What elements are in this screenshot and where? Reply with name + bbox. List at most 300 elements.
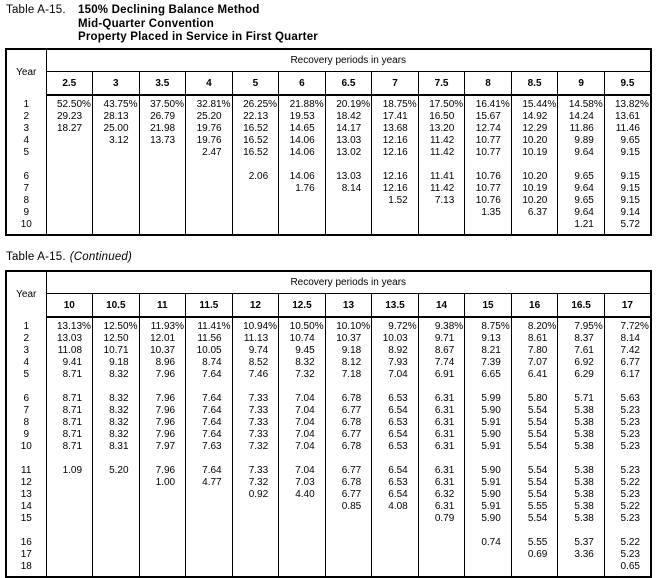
- rate-cell: [325, 219, 372, 235]
- rate-cell: 12.74: [465, 123, 512, 135]
- rate-cell: 6.31: [418, 465, 465, 477]
- rate-cell: [232, 183, 279, 195]
- rate-cell: 6.78: [325, 393, 372, 405]
- rate-cell: [418, 561, 465, 577]
- recovery-period-column-header: 4: [186, 72, 233, 96]
- rate-cell: 5.63: [604, 393, 651, 405]
- rate-cell: 6.65: [465, 369, 512, 381]
- rate-cell: 10.94%: [232, 317, 279, 333]
- rate-cell: 6.53: [372, 441, 419, 453]
- rate-cell: [46, 477, 93, 489]
- rate-cell: 5.90: [465, 513, 512, 525]
- rate-cell: [418, 537, 465, 549]
- rate-cell: 8.71: [46, 405, 93, 417]
- rate-cell: 7.64: [186, 429, 233, 441]
- rate-cell: 8.71: [46, 417, 93, 429]
- recovery-period-column-header: 13.5: [372, 294, 419, 318]
- rate-cell: 9.15: [604, 171, 651, 183]
- rate-cell: [46, 219, 93, 235]
- rate-cell: 10.20: [511, 171, 558, 183]
- rate-cell: 8.71: [46, 441, 93, 453]
- rate-cell: 5.23: [604, 513, 651, 525]
- rate-cell: 7.33: [232, 393, 279, 405]
- rate-cell: 21.88%: [279, 95, 326, 111]
- rate-cell: 7.64: [186, 405, 233, 417]
- rate-cell: [465, 561, 512, 577]
- spacer-row: [6, 453, 651, 465]
- rate-cell: [418, 549, 465, 561]
- rate-cell: 5.91: [465, 477, 512, 489]
- rate-cell: 7.96: [139, 369, 186, 381]
- rate-cell: 7.96: [139, 465, 186, 477]
- rate-cell: [186, 489, 233, 501]
- table-row: [6, 561, 651, 577]
- rate-cell: [372, 549, 419, 561]
- rate-cell: 11.41: [418, 171, 465, 183]
- rate-cell: [372, 537, 419, 549]
- year-cell: 8: [23, 417, 30, 428]
- rate-cell: [279, 537, 326, 549]
- rate-cell: [186, 219, 233, 235]
- rate-cell: 4.08: [372, 501, 419, 513]
- rate-cell: 8.32: [279, 357, 326, 369]
- rate-cell: 7.32: [232, 477, 279, 489]
- rate-cell: 9.72%: [372, 317, 419, 333]
- spacer-cell: [372, 453, 419, 465]
- rate-cell: [93, 501, 140, 513]
- rate-cell: [325, 207, 372, 219]
- rate-cell: 16.52: [232, 135, 279, 147]
- title-line-convention: Mid-Quarter Convention: [78, 17, 215, 30]
- recovery-period-column-header: 3.5: [139, 72, 186, 96]
- rate-cell: 10.76: [465, 195, 512, 207]
- rate-cell: 7.18: [325, 369, 372, 381]
- rate-cell: 5.91: [465, 501, 512, 513]
- recovery-period-column-header: 6: [279, 72, 326, 96]
- table-row: [6, 317, 651, 333]
- year-cell: 7: [23, 405, 30, 416]
- spacer-cell: [279, 453, 326, 465]
- recovery-period-column-header: 13: [325, 294, 372, 318]
- rate-cell: [511, 219, 558, 235]
- rate-cell: 7.13: [418, 195, 465, 207]
- rate-cell: 5.23: [604, 429, 651, 441]
- rate-cell: [139, 207, 186, 219]
- rate-cell: 7.33: [232, 429, 279, 441]
- rate-cell: 6.77: [604, 357, 651, 369]
- rate-cell: 6.77: [325, 405, 372, 417]
- rate-cell: 7.04: [279, 441, 326, 453]
- rate-cell: 5.23: [604, 417, 651, 429]
- rate-cell: 21.98: [139, 123, 186, 135]
- rate-cell: 11.46: [604, 123, 651, 135]
- rate-cell: 9.15: [604, 195, 651, 207]
- title-line-method: 150% Declining Balance Method: [78, 4, 260, 16]
- recovery-period-column-header: 9.5: [604, 72, 651, 96]
- depreciation-table-part2: [5, 270, 652, 578]
- rate-cell: [139, 501, 186, 513]
- recovery-period-column-header: 2.5: [46, 72, 93, 96]
- rate-cell: 7.64: [186, 393, 233, 405]
- rate-cell: [46, 489, 93, 501]
- table-row: [6, 549, 651, 561]
- rate-cell: 5.71: [558, 393, 605, 405]
- table-row: [6, 465, 651, 477]
- table-row: [6, 393, 651, 405]
- year-cell: 3: [23, 123, 30, 134]
- rate-cell: 13.03: [325, 135, 372, 147]
- rate-cell: 9.18: [325, 345, 372, 357]
- rate-cell: 8.20%: [511, 317, 558, 333]
- spacer-cell: [46, 381, 93, 393]
- spacer-cell: [465, 525, 512, 537]
- rate-cell: 11.56: [186, 333, 233, 345]
- spacer-cell: [6, 159, 46, 171]
- spacer-cell: [558, 381, 605, 393]
- rate-cell: 9.41: [46, 357, 93, 369]
- rate-cell: 26.79: [139, 111, 186, 123]
- spacer-cell: [186, 453, 233, 465]
- rate-cell: 7.72%: [604, 317, 651, 333]
- rate-cell: 19.53: [279, 111, 326, 123]
- spacer-cell: [186, 381, 233, 393]
- rate-cell: 11.86: [558, 123, 605, 135]
- rate-cell: [46, 561, 93, 577]
- rate-cell: [465, 219, 512, 235]
- recovery-period-column-header: 12.5: [279, 294, 326, 318]
- spacer-cell: [418, 453, 465, 465]
- rate-cell: 6.92: [558, 357, 605, 369]
- year-cell: 10: [20, 219, 32, 230]
- rate-cell: 5.54: [511, 405, 558, 417]
- rate-cell: 4.77: [186, 477, 233, 489]
- spacer-cell: [46, 525, 93, 537]
- rate-cell: [372, 219, 419, 235]
- rate-cell: 8.12: [325, 357, 372, 369]
- rate-cell: 8.61: [511, 333, 558, 345]
- rate-cell: 8.52: [232, 357, 279, 369]
- rate-cell: 5.90: [465, 405, 512, 417]
- rate-cell: 7.96: [139, 405, 186, 417]
- rate-cell: 10.77: [465, 183, 512, 195]
- spacer-cell: [93, 159, 140, 171]
- spacer-cell: [511, 525, 558, 537]
- rate-cell: 5.23: [604, 405, 651, 417]
- spacer-cell: [139, 159, 186, 171]
- spacer-cell: [418, 525, 465, 537]
- rate-cell: 7.61: [558, 345, 605, 357]
- table-row: [6, 207, 651, 219]
- rate-cell: 13.20: [418, 123, 465, 135]
- rate-cell: 8.96: [139, 357, 186, 369]
- spacer-cell: [325, 453, 372, 465]
- year-cell: 18: [20, 561, 32, 572]
- rate-cell: [46, 513, 93, 525]
- rate-cell: 9.64: [558, 147, 605, 159]
- rate-cell: 1.09: [46, 465, 93, 477]
- recovery-period-column-header: 7: [372, 72, 419, 96]
- rate-cell: [279, 549, 326, 561]
- rate-cell: 12.50%: [93, 317, 140, 333]
- rate-cell: 5.54: [511, 465, 558, 477]
- rate-cell: 5.23: [604, 441, 651, 453]
- rate-cell: 7.93: [372, 357, 419, 369]
- rate-cell: 5.23: [604, 549, 651, 561]
- spacer-cell: [6, 525, 46, 537]
- rate-cell: 8.67: [418, 345, 465, 357]
- rate-cell: [186, 501, 233, 513]
- table-row: [6, 477, 651, 489]
- rate-cell: 16.52: [232, 147, 279, 159]
- rate-cell: 43.75%: [93, 95, 140, 111]
- recovery-period-column-header: 16.5: [558, 294, 605, 318]
- table-row: [6, 429, 651, 441]
- rate-cell: [232, 195, 279, 207]
- rate-cell: 5.38: [558, 501, 605, 513]
- table-row: [6, 357, 651, 369]
- table-title-lines: [78, 4, 318, 45]
- rate-cell: 7.04: [372, 369, 419, 381]
- year-cell: 15: [20, 513, 32, 524]
- rate-cell: 7.64: [186, 417, 233, 429]
- rate-cell: [93, 219, 140, 235]
- rate-cell: 5.54: [511, 429, 558, 441]
- rate-cell: 7.74: [418, 357, 465, 369]
- year-cell: 11: [21, 465, 32, 476]
- rate-cell: 5.55: [511, 501, 558, 513]
- rate-cell: 16.50: [418, 111, 465, 123]
- rate-cell: 7.04: [279, 405, 326, 417]
- continued-title: [6, 251, 132, 263]
- spacer-cell: [279, 525, 326, 537]
- rate-cell: 8.32: [93, 369, 140, 381]
- recovery-period-column-header: 10: [46, 294, 93, 318]
- rate-cell: [186, 513, 233, 525]
- rate-cell: 7.42: [604, 345, 651, 357]
- rate-cell: [325, 537, 372, 549]
- rate-cell: 5.72: [604, 219, 651, 235]
- rate-cell: 6.77: [325, 429, 372, 441]
- spacer-cell: [325, 159, 372, 171]
- rate-cell: 7.33: [232, 417, 279, 429]
- rate-cell: 18.27: [46, 123, 93, 135]
- header-row-periods: [6, 294, 651, 318]
- rate-cell: 9.89: [558, 135, 605, 147]
- rate-cell: 18.42: [325, 111, 372, 123]
- rate-cell: 14.17: [325, 123, 372, 135]
- depreciation-table-part1: [5, 48, 652, 236]
- spacer-cell: [511, 159, 558, 171]
- recovery-period-column-header: 8.5: [511, 72, 558, 96]
- rate-cell: 6.78: [325, 477, 372, 489]
- rate-cell: 9.74: [232, 345, 279, 357]
- table-row: [6, 333, 651, 345]
- rate-cell: 11.42: [418, 147, 465, 159]
- rate-cell: [232, 513, 279, 525]
- rate-cell: 0.69: [511, 549, 558, 561]
- spacer-cell: [46, 159, 93, 171]
- rate-cell: 5.54: [511, 489, 558, 501]
- rate-cell: 0.92: [232, 489, 279, 501]
- rate-cell: 8.71: [46, 369, 93, 381]
- rate-cell: 15.67: [465, 111, 512, 123]
- rate-cell: 11.93%: [139, 317, 186, 333]
- recovery-period-column-header: 12: [232, 294, 279, 318]
- table-row: [6, 123, 651, 135]
- rate-cell: [558, 561, 605, 577]
- rate-cell: 9.65: [558, 195, 605, 207]
- rate-cell: [232, 501, 279, 513]
- rate-cell: 5.90: [465, 429, 512, 441]
- rate-cell: 19.76: [186, 135, 233, 147]
- rate-cell: 17.41: [372, 111, 419, 123]
- table-row: [6, 441, 651, 453]
- rate-cell: 12.16: [372, 171, 419, 183]
- rate-cell: 6.77: [325, 489, 372, 501]
- header-row-span: [6, 271, 651, 294]
- rate-cell: 9.64: [558, 183, 605, 195]
- rate-cell: 10.77: [465, 135, 512, 147]
- title-line-quarter: Property Placed in Service in First Quarter: [78, 31, 318, 43]
- rate-cell: 17.50%: [418, 95, 465, 111]
- rate-cell: 11.42: [418, 135, 465, 147]
- rate-cell: [139, 489, 186, 501]
- rate-cell: 5.20: [93, 465, 140, 477]
- table-title-label: Table A-15.: [6, 4, 66, 16]
- spacer-cell: [372, 159, 419, 171]
- spacer-cell: [558, 453, 605, 465]
- rate-cell: 0.79: [418, 513, 465, 525]
- rate-cell: 5.38: [558, 405, 605, 417]
- rate-cell: 5.22: [604, 477, 651, 489]
- rate-cell: 6.31: [418, 441, 465, 453]
- rate-cell: 8.71: [46, 429, 93, 441]
- rate-cell: 3.12: [93, 135, 140, 147]
- year-column-header: Year: [16, 289, 37, 300]
- rate-cell: 9.65: [604, 135, 651, 147]
- rate-cell: 6.29: [558, 369, 605, 381]
- spacer-row: [6, 381, 651, 393]
- rate-cell: 29.23: [46, 111, 93, 123]
- rate-cell: 6.31: [418, 393, 465, 405]
- rate-cell: 9.45: [279, 345, 326, 357]
- rate-cell: 5.38: [558, 465, 605, 477]
- rate-cell: [232, 207, 279, 219]
- rate-cell: [46, 549, 93, 561]
- rate-cell: 15.44%: [511, 95, 558, 111]
- rate-cell: 5.91: [465, 417, 512, 429]
- rate-cell: [372, 207, 419, 219]
- recovery-period-column-header: 7.5: [418, 72, 465, 96]
- spacer-cell: [372, 525, 419, 537]
- rate-cell: 6.37: [511, 207, 558, 219]
- rate-cell: 6.78: [325, 417, 372, 429]
- rate-cell: 7.95%: [558, 317, 605, 333]
- recovery-period-column-header: 9: [558, 72, 605, 96]
- spacer-cell: [279, 159, 326, 171]
- rate-cell: 6.31: [418, 501, 465, 513]
- rate-cell: 5.55: [511, 537, 558, 549]
- rate-cell: [186, 537, 233, 549]
- spacer-cell: [139, 381, 186, 393]
- rate-cell: [418, 207, 465, 219]
- rate-cell: 10.37: [325, 333, 372, 345]
- rate-cell: [46, 195, 93, 207]
- year-cell: 2: [23, 333, 30, 344]
- rate-cell: 6.31: [418, 429, 465, 441]
- rate-cell: 13.13%: [46, 317, 93, 333]
- rate-cell: 18.75%: [372, 95, 419, 111]
- rate-cell: [93, 561, 140, 577]
- recovery-period-column-header: 11: [139, 294, 186, 318]
- spacer-cell: [511, 381, 558, 393]
- rate-cell: 7.07: [511, 357, 558, 369]
- rate-cell: 10.05: [186, 345, 233, 357]
- continued-title-label: Table A-15.: [6, 251, 66, 263]
- rate-cell: [325, 513, 372, 525]
- year-cell: 12: [20, 477, 32, 488]
- spacer-cell: [93, 453, 140, 465]
- rate-cell: [279, 501, 326, 513]
- rate-cell: 7.33: [232, 405, 279, 417]
- rate-cell: 13.02: [325, 147, 372, 159]
- year-cell: 13: [20, 489, 32, 500]
- rate-cell: 5.38: [558, 477, 605, 489]
- rate-cell: 8.14: [325, 183, 372, 195]
- rate-cell: [325, 561, 372, 577]
- rate-cell: [93, 207, 140, 219]
- year-cell: 6: [23, 393, 30, 404]
- rate-cell: 8.14: [604, 333, 651, 345]
- year-cell: 10: [20, 441, 32, 452]
- rate-cell: 6.54: [372, 405, 419, 417]
- rate-cell: 28.13: [93, 111, 140, 123]
- rate-cell: 14.58%: [558, 95, 605, 111]
- rate-cell: 5.38: [558, 417, 605, 429]
- rate-cell: 8.32: [93, 417, 140, 429]
- rate-cell: [325, 549, 372, 561]
- rate-cell: 19.76: [186, 123, 233, 135]
- rate-cell: [279, 513, 326, 525]
- table-row: [6, 111, 651, 123]
- spacer-cell: [139, 453, 186, 465]
- rate-cell: [279, 195, 326, 207]
- spacer-cell: [6, 453, 46, 465]
- rate-cell: [279, 561, 326, 577]
- rate-cell: 5.90: [465, 489, 512, 501]
- rate-cell: 13.73: [139, 135, 186, 147]
- table-row: [6, 183, 651, 195]
- rate-cell: 1.21: [558, 219, 605, 235]
- rate-cell: 6.53: [372, 417, 419, 429]
- rate-cell: 14.65: [279, 123, 326, 135]
- rate-cell: [46, 537, 93, 549]
- table-row: [6, 195, 651, 207]
- rate-cell: 4.40: [279, 489, 326, 501]
- rate-cell: [232, 561, 279, 577]
- rate-cell: [465, 549, 512, 561]
- rate-cell: [93, 513, 140, 525]
- rate-cell: [93, 549, 140, 561]
- table-row: [6, 345, 651, 357]
- rate-cell: 7.64: [186, 369, 233, 381]
- rate-cell: 7.96: [139, 417, 186, 429]
- recovery-period-column-header: 5: [232, 72, 279, 96]
- rate-cell: [279, 219, 326, 235]
- rate-cell: 10.74: [279, 333, 326, 345]
- rate-cell: 10.03: [372, 333, 419, 345]
- rate-cell: 32.81%: [186, 95, 233, 111]
